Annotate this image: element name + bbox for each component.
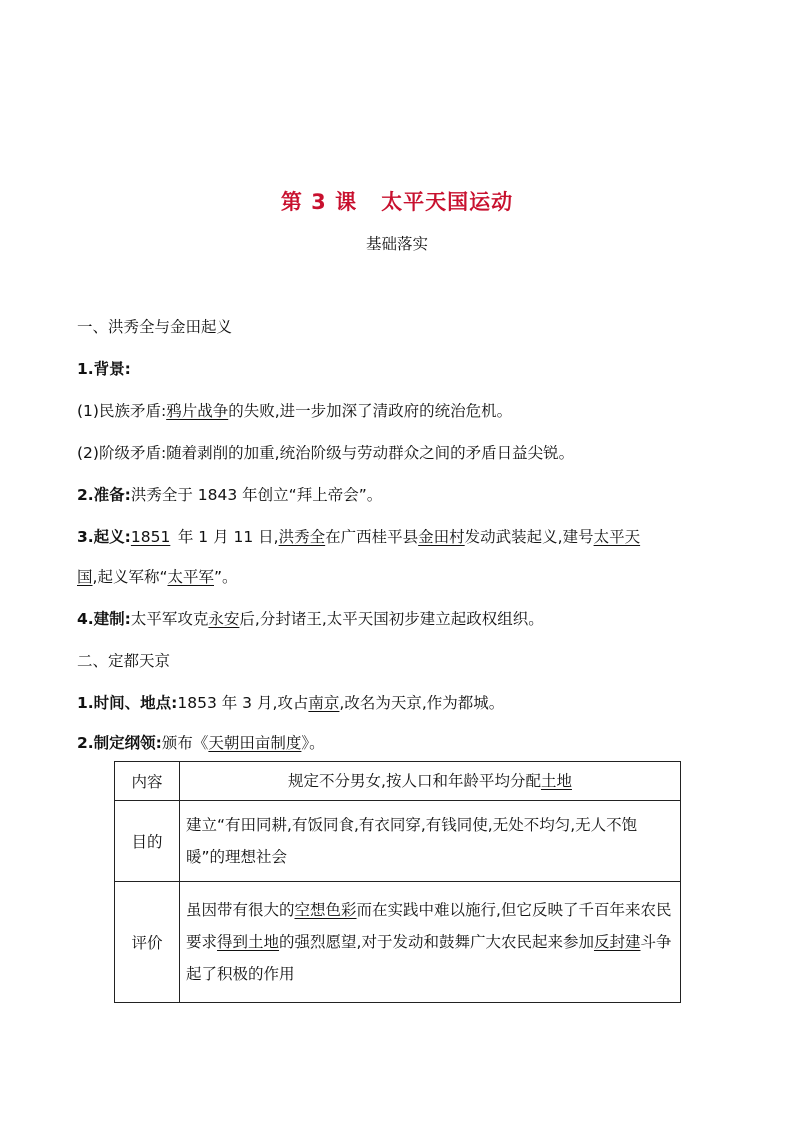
table-row [115,762,681,801]
program-line: 2.制定纲领:颁布《天朝田亩制度》。 [77,734,325,752]
background-item-1: (1)民族矛盾:鸦片战争的失败,进一步加深了清政府的统治危机。 [77,402,513,420]
preparation-line: 2.准备:洪秀全于 1843 年创立“拜上帝会”。 [77,486,383,504]
lesson-title [0,186,794,216]
answer-blank: 国 [77,568,93,586]
answer-blank: 1851 [130,528,171,546]
row-header-purpose: 目的 [115,801,180,882]
purpose-cell: 建立“有田同耕,有饭同食,有衣同穿,有钱同使,无处不均匀,无人不饱暖”的理想社会 [180,801,681,882]
answer-blank: 金田村 [418,528,465,546]
lesson-number: 第 3 课 [280,190,358,214]
lesson-name: 太平天国运动 [381,190,514,214]
answer-blank: 永安 [208,610,240,628]
row-header-content: 内容 [115,762,180,801]
uprising-line: 3.起义:1851 年 1 月 11 日,洪秀全在广西桂平县金田村发动武装起义,建号太平天 [77,520,727,554]
establishment-line: 4.建制:太平军攻克永安后,分封诸王,太平天国初步建立起政权组织。 [77,610,544,628]
heading-1: 一、洪秀全与金田起义 [77,318,233,336]
answer-blank: 鸦片战争 [166,402,229,420]
table-row [115,801,681,882]
answer-blank: 得到土地 [217,933,280,951]
background-label: 1.背景: [77,360,131,378]
heading-2: 二、定都天京 [77,652,171,670]
answer-blank: 天朝田亩制度 [208,734,302,752]
background-item-2: (2)阶级矛盾:随着剥削的加重,统治阶级与劳动群众之间的矛盾日益尖锐。 [77,444,575,462]
uprising-line-cont: 国,起义军称“太平军”。 [77,568,238,586]
answer-blank: 空想色彩 [294,901,357,919]
row-header-evaluation: 评价 [115,882,180,1003]
answer-blank: 反封建 [593,933,641,951]
evaluation-cell: 虽因带有很大的空想色彩而在实践中难以施行,但它反映了千百年来农民要求得到土地的强烈愿望,对于发动和鼓舞广大农民起来参加反封建斗争起了积极的作用 [180,882,681,1003]
answer-blank: 太平军 [167,568,214,586]
content-cell: 规定不分男女,按人口和年龄平均分配土地 [180,762,681,801]
answer-blank: 洪秀全 [278,528,326,546]
answer-blank: 南京 [308,694,340,712]
answer-blank: 土地 [540,772,572,790]
time-place-line: 1.时间、地点:1853 年 3 月,攻占南京,改名为天京,作为都城。 [77,694,505,712]
answer-blank: 太平天 [593,528,641,546]
section-subtitle: 基础落实 [365,235,428,253]
table-row [115,882,681,1003]
land-system-table [114,761,681,1003]
